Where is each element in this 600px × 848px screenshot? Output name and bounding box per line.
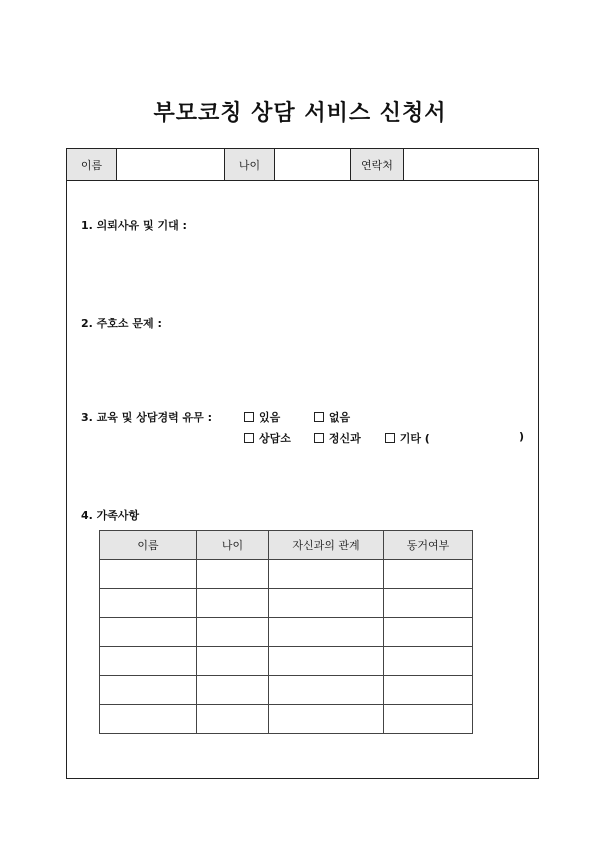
form-title: 부모코칭 상담 서비스 신청서 [153, 101, 447, 126]
table-cell[interactable] [100, 676, 197, 705]
table-cell[interactable] [197, 705, 269, 734]
option-no-label: 없음 [328, 411, 351, 424]
contact-label: 연락처 [351, 149, 404, 180]
option-counseling-center-label: 상담소 [259, 432, 291, 445]
table-row [100, 589, 473, 618]
option-counseling-center[interactable] [244, 430, 310, 446]
column-header: 동거여부 [384, 531, 473, 560]
table-cell[interactable] [100, 589, 197, 618]
name-label: 이름 [67, 149, 117, 180]
table-cell[interactable] [100, 647, 197, 676]
contact-field[interactable] [404, 149, 538, 180]
age-field[interactable] [275, 149, 351, 180]
option-other[interactable] [385, 430, 430, 446]
option-other-close: ) [518, 430, 524, 443]
table-cell[interactable] [100, 705, 197, 734]
checkbox-icon[interactable] [244, 433, 254, 443]
table-cell[interactable] [384, 589, 473, 618]
table-row [100, 618, 473, 647]
table-cell[interactable] [269, 618, 384, 647]
option-psychiatry-label: 정신과 [328, 432, 361, 445]
section-experience: 3. 교육 및 상담경력 유무 : [81, 411, 213, 424]
table-cell[interactable] [269, 647, 384, 676]
table-cell[interactable] [197, 647, 269, 676]
table-cell[interactable] [197, 560, 269, 589]
section-family: 4. 가족사항 [81, 509, 140, 522]
table-cell[interactable] [269, 589, 384, 618]
table-cell[interactable] [197, 676, 269, 705]
option-yes[interactable] [244, 409, 310, 425]
header-row [67, 149, 538, 181]
section-reason: 1. 의뢰사유 및 기대 : [81, 219, 187, 232]
table-cell[interactable] [269, 560, 384, 589]
experience-options-row1 [244, 409, 350, 425]
family-table-header [100, 531, 473, 560]
table-cell[interactable] [384, 647, 473, 676]
experience-options-row2 [244, 430, 524, 446]
checkbox-icon[interactable] [244, 412, 254, 422]
form-frame [66, 148, 539, 779]
option-psychiatry[interactable] [314, 430, 381, 446]
table-cell[interactable] [269, 705, 384, 734]
option-yes-label: 있음 [259, 411, 281, 424]
table-cell[interactable] [197, 589, 269, 618]
table-row [100, 676, 473, 705]
name-field[interactable] [117, 149, 225, 180]
age-label: 나이 [225, 149, 275, 180]
table-cell[interactable] [269, 676, 384, 705]
table-row [100, 560, 473, 589]
column-header: 나이 [197, 531, 269, 560]
checkbox-icon[interactable] [314, 433, 324, 443]
table-cell[interactable] [384, 618, 473, 647]
column-header: 자신과의 관계 [269, 531, 384, 560]
section-main-problem: 2. 주호소 문제 : [81, 317, 162, 330]
table-cell[interactable] [384, 676, 473, 705]
family-table [99, 530, 473, 734]
column-header: 이름 [100, 531, 197, 560]
table-row [100, 647, 473, 676]
option-other-label: 기타 ( [399, 432, 430, 445]
table-cell[interactable] [384, 560, 473, 589]
checkbox-icon[interactable] [385, 433, 395, 443]
table-row [100, 705, 473, 734]
option-no[interactable] [314, 409, 350, 425]
table-cell[interactable] [384, 705, 473, 734]
table-cell[interactable] [100, 618, 197, 647]
table-cell[interactable] [197, 618, 269, 647]
checkbox-icon[interactable] [314, 412, 324, 422]
table-cell[interactable] [100, 560, 197, 589]
